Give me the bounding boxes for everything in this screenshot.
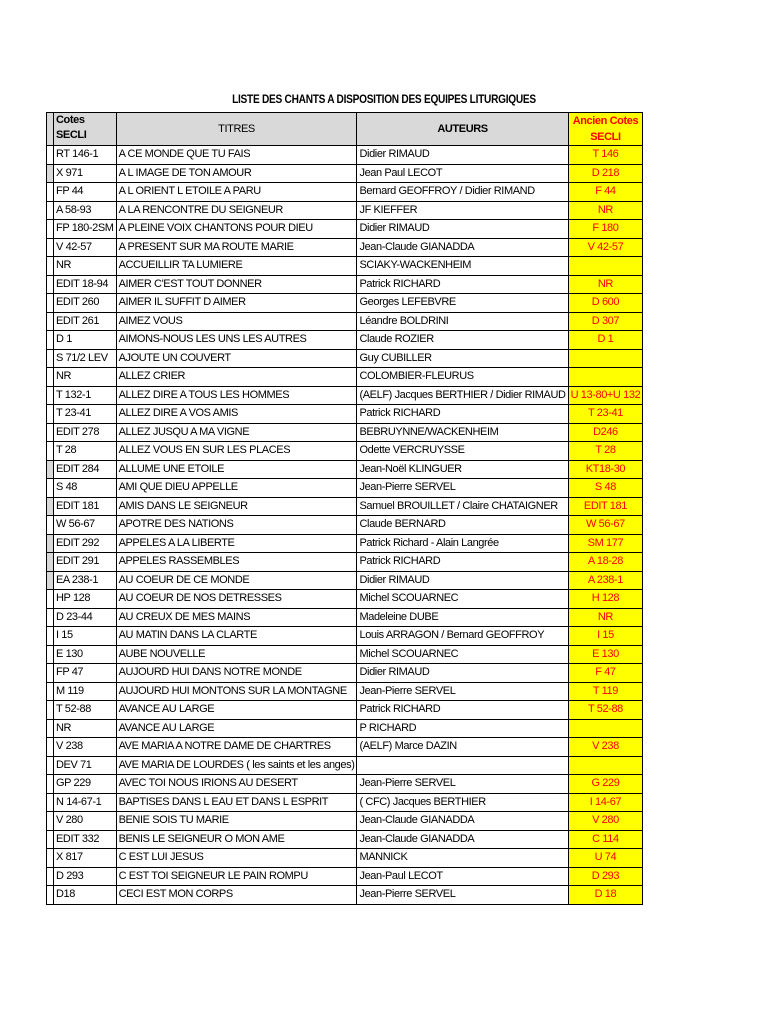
cell-auteur: Jean-Pierre SERVEL bbox=[357, 886, 568, 905]
row-marker bbox=[47, 553, 54, 572]
songs-table bbox=[46, 112, 643, 905]
header-titres: TITRES bbox=[116, 113, 357, 146]
cell-auteur: P RICHARD bbox=[357, 719, 568, 738]
cell-titre: BENIS LE SEIGNEUR O MON AME bbox=[116, 830, 357, 849]
cell-ancien-cote: T 23-41 bbox=[568, 405, 643, 424]
table-row bbox=[47, 756, 643, 775]
cell-ancien-cote: D 1 bbox=[568, 331, 643, 350]
cell-cote: FP 180-2SM bbox=[54, 220, 117, 239]
cell-ancien-cote: T 52-88 bbox=[568, 701, 643, 720]
cell-ancien-cote: D 293 bbox=[568, 867, 643, 886]
cell-titre: ACCUEILLIR TA LUMIERE bbox=[116, 257, 357, 276]
row-marker bbox=[47, 664, 54, 683]
row-marker-header bbox=[47, 113, 54, 146]
row-marker bbox=[47, 793, 54, 812]
cell-auteur: JF KIEFFER bbox=[357, 201, 568, 220]
cell-cote: DEV 71 bbox=[54, 756, 117, 775]
cell-cote: HP 128 bbox=[54, 590, 117, 609]
cell-titre: AVE MARIA DE LOURDES ( les saints et les anges) bbox=[116, 756, 357, 775]
cell-auteur: Jean Paul LECOT bbox=[357, 164, 568, 183]
table-row bbox=[47, 479, 643, 498]
row-marker bbox=[47, 534, 54, 553]
cell-cote: EDIT 292 bbox=[54, 534, 117, 553]
cell-titre: BENIE SOIS TU MARIE bbox=[116, 812, 357, 831]
cell-ancien-cote: F 44 bbox=[568, 183, 643, 202]
cell-titre: ALLEZ VOUS EN SUR LES PLACES bbox=[116, 442, 357, 461]
header-ancien-cotes bbox=[568, 113, 643, 146]
cell-cote: FP 47 bbox=[54, 664, 117, 683]
cell-auteur: Louis ARRAGON / Bernard GEOFFROY bbox=[357, 627, 568, 646]
cell-ancien-cote: E 130 bbox=[568, 645, 643, 664]
row-marker bbox=[47, 386, 54, 405]
cell-cote: T 132-1 bbox=[54, 386, 117, 405]
cell-cote: EDIT 181 bbox=[54, 497, 117, 516]
cell-titre: C EST LUI JESUS bbox=[116, 849, 357, 868]
cell-auteur bbox=[357, 756, 568, 775]
cell-cote: I 15 bbox=[54, 627, 117, 646]
cell-titre: APOTRE DES NATIONS bbox=[116, 516, 357, 535]
table-row bbox=[47, 164, 643, 183]
row-marker bbox=[47, 479, 54, 498]
cell-ancien-cote bbox=[568, 257, 643, 276]
cell-ancien-cote: H 128 bbox=[568, 590, 643, 609]
cell-titre: AU COEUR DE NOS DETRESSES bbox=[116, 590, 357, 609]
table-body bbox=[47, 146, 643, 905]
cell-ancien-cote: F 47 bbox=[568, 664, 643, 683]
table-row bbox=[47, 312, 643, 331]
cell-ancien-cote bbox=[568, 756, 643, 775]
cell-cote: FP 44 bbox=[54, 183, 117, 202]
cell-cote: EDIT 260 bbox=[54, 294, 117, 313]
table-row bbox=[47, 664, 643, 683]
cell-titre: APPELES RASSEMBLES bbox=[116, 553, 357, 572]
cell-ancien-cote: I 15 bbox=[568, 627, 643, 646]
row-marker bbox=[47, 571, 54, 590]
table-row bbox=[47, 368, 643, 387]
cell-ancien-cote: T 146 bbox=[568, 146, 643, 165]
table-row bbox=[47, 275, 643, 294]
cell-ancien-cote: D 600 bbox=[568, 294, 643, 313]
cell-ancien-cote: NR bbox=[568, 201, 643, 220]
cell-cote: EA 238-1 bbox=[54, 571, 117, 590]
cell-auteur: Madeleine DUBE bbox=[357, 608, 568, 627]
cell-cote: EDIT 261 bbox=[54, 312, 117, 331]
cell-ancien-cote: SM 177 bbox=[568, 534, 643, 553]
cell-cote: EDIT 284 bbox=[54, 460, 117, 479]
row-marker bbox=[47, 257, 54, 276]
row-marker bbox=[47, 701, 54, 720]
row-marker bbox=[47, 460, 54, 479]
table-row bbox=[47, 627, 643, 646]
cell-auteur: COLOMBIER-FLEURUS bbox=[357, 368, 568, 387]
table-row bbox=[47, 830, 643, 849]
cell-auteur: ( CFC) Jacques BERTHIER bbox=[357, 793, 568, 812]
table-row bbox=[47, 608, 643, 627]
cell-titre: C EST TOI SEIGNEUR LE PAIN ROMPU bbox=[116, 867, 357, 886]
cell-cote: W 56-67 bbox=[54, 516, 117, 535]
row-marker bbox=[47, 886, 54, 905]
cell-titre: APPELES A LA LIBERTE bbox=[116, 534, 357, 553]
cell-titre: AU COEUR DE CE MONDE bbox=[116, 571, 357, 590]
table-row bbox=[47, 701, 643, 720]
cell-ancien-cote: W 56-67 bbox=[568, 516, 643, 535]
cell-titre: A L IMAGE DE TON AMOUR bbox=[116, 164, 357, 183]
cell-titre: AIMER C'EST TOUT DONNER bbox=[116, 275, 357, 294]
row-marker bbox=[47, 812, 54, 831]
cell-auteur: Patrick RICHARD bbox=[357, 275, 568, 294]
cell-ancien-cote: V 42-57 bbox=[568, 238, 643, 257]
cell-ancien-cote: D 307 bbox=[568, 312, 643, 331]
cell-auteur: Jean-Noël KLINGUER bbox=[357, 460, 568, 479]
cell-auteur: MANNICK bbox=[357, 849, 568, 868]
cell-auteur: Jean-Claude GIANADDA bbox=[357, 812, 568, 831]
cell-cote: T 23-41 bbox=[54, 405, 117, 424]
cell-auteur: Michel SCOUARNEC bbox=[357, 590, 568, 609]
row-marker bbox=[47, 331, 54, 350]
cell-cote: D 293 bbox=[54, 867, 117, 886]
cell-titre: A PLEINE VOIX CHANTONS POUR DIEU bbox=[116, 220, 357, 239]
cell-titre: AUBE NOUVELLE bbox=[116, 645, 357, 664]
table-row bbox=[47, 460, 643, 479]
cell-ancien-cote: KT18-30 bbox=[568, 460, 643, 479]
table-row bbox=[47, 682, 643, 701]
table-row bbox=[47, 534, 643, 553]
row-marker bbox=[47, 867, 54, 886]
row-marker bbox=[47, 719, 54, 738]
table-row bbox=[47, 349, 643, 368]
table-row bbox=[47, 442, 643, 461]
row-marker bbox=[47, 682, 54, 701]
row-marker bbox=[47, 164, 54, 183]
cell-ancien-cote: EDIT 181 bbox=[568, 497, 643, 516]
table-row bbox=[47, 423, 643, 442]
table-row bbox=[47, 257, 643, 276]
cell-ancien-cote: NR bbox=[568, 608, 643, 627]
cell-cote: RT 146-1 bbox=[54, 146, 117, 165]
table-row bbox=[47, 497, 643, 516]
row-marker bbox=[47, 645, 54, 664]
row-marker bbox=[47, 849, 54, 868]
cell-titre: AIMEZ VOUS bbox=[116, 312, 357, 331]
cell-titre: AUJOURD HUI MONTONS SUR LA MONTAGNE bbox=[116, 682, 357, 701]
table-row bbox=[47, 183, 643, 202]
row-marker bbox=[47, 830, 54, 849]
cell-titre: AJOUTE UN COUVERT bbox=[116, 349, 357, 368]
table-row bbox=[47, 331, 643, 350]
cell-titre: ALLEZ DIRE A TOUS LES HOMMES bbox=[116, 386, 357, 405]
cell-cote: A 58-93 bbox=[54, 201, 117, 220]
cell-cote: NR bbox=[54, 257, 117, 276]
row-marker bbox=[47, 201, 54, 220]
row-marker bbox=[47, 756, 54, 775]
table-row bbox=[47, 738, 643, 757]
cell-ancien-cote: D 18 bbox=[568, 886, 643, 905]
cell-titre: A CE MONDE QUE TU FAIS bbox=[116, 146, 357, 165]
row-marker bbox=[47, 238, 54, 257]
cell-ancien-cote bbox=[568, 349, 643, 368]
cell-ancien-cote: U 13-80+U 132 bbox=[568, 386, 643, 405]
cell-auteur: Didier RIMAUD bbox=[357, 146, 568, 165]
row-marker bbox=[47, 608, 54, 627]
cell-cote: NR bbox=[54, 719, 117, 738]
cell-titre: AVANCE AU LARGE bbox=[116, 719, 357, 738]
cell-ancien-cote: D246 bbox=[568, 423, 643, 442]
cell-ancien-cote: G 229 bbox=[568, 775, 643, 794]
cell-ancien-cote: V 280 bbox=[568, 812, 643, 831]
cell-auteur: Jean-Paul LECOT bbox=[357, 867, 568, 886]
cell-titre: A LA RENCONTRE DU SEIGNEUR bbox=[116, 201, 357, 220]
cell-cote: EDIT 332 bbox=[54, 830, 117, 849]
cell-auteur: Patrick Richard - Alain Langrée bbox=[357, 534, 568, 553]
row-marker bbox=[47, 775, 54, 794]
cell-titre: ALLUME UNE ETOILE bbox=[116, 460, 357, 479]
cell-cote: V 280 bbox=[54, 812, 117, 831]
row-marker bbox=[47, 294, 54, 313]
table-row bbox=[47, 238, 643, 257]
cell-ancien-cote: I 14-67 bbox=[568, 793, 643, 812]
cell-auteur: Odette VERCRUYSSE bbox=[357, 442, 568, 461]
table-row bbox=[47, 867, 643, 886]
cell-cote: NR bbox=[54, 368, 117, 387]
row-marker bbox=[47, 627, 54, 646]
row-marker bbox=[47, 220, 54, 239]
table-header-row bbox=[47, 113, 643, 146]
cell-cote: V 42-57 bbox=[54, 238, 117, 257]
cell-cote: D 1 bbox=[54, 331, 117, 350]
cell-titre: AVE MARIA A NOTRE DAME DE CHARTRES bbox=[116, 738, 357, 757]
cell-auteur: Patrick RICHARD bbox=[357, 701, 568, 720]
cell-ancien-cote: U 74 bbox=[568, 849, 643, 868]
cell-cote: D18 bbox=[54, 886, 117, 905]
row-marker bbox=[47, 590, 54, 609]
cell-ancien-cote: S 48 bbox=[568, 479, 643, 498]
cell-auteur: SCIAKY-WACKENHEIM bbox=[357, 257, 568, 276]
row-marker bbox=[47, 275, 54, 294]
cell-auteur: Didier RIMAUD bbox=[357, 664, 568, 683]
row-marker bbox=[47, 738, 54, 757]
cell-auteur: Patrick RICHARD bbox=[357, 405, 568, 424]
cell-cote: T 28 bbox=[54, 442, 117, 461]
cell-cote: X 971 bbox=[54, 164, 117, 183]
cell-titre: ALLEZ JUSQU A MA VIGNE bbox=[116, 423, 357, 442]
cell-cote: EDIT 18-94 bbox=[54, 275, 117, 294]
cell-auteur: Jean-Pierre SERVEL bbox=[357, 775, 568, 794]
cell-titre: CECI EST MON CORPS bbox=[116, 886, 357, 905]
cell-cote: X 817 bbox=[54, 849, 117, 868]
cell-titre: A L ORIENT L ETOILE A PARU bbox=[116, 183, 357, 202]
table-row bbox=[47, 201, 643, 220]
row-marker bbox=[47, 405, 54, 424]
table-row bbox=[47, 793, 643, 812]
cell-cote: EDIT 291 bbox=[54, 553, 117, 572]
cell-ancien-cote: A 238-1 bbox=[568, 571, 643, 590]
cell-auteur: Jean-Pierre SERVEL bbox=[357, 682, 568, 701]
cell-auteur: Jean-Claude GIANADDA bbox=[357, 830, 568, 849]
row-marker bbox=[47, 368, 54, 387]
row-marker bbox=[47, 146, 54, 165]
cell-auteur: BEBRUYNNE/WACKENHEIM bbox=[357, 423, 568, 442]
cell-titre: AIMER IL SUFFIT D AIMER bbox=[116, 294, 357, 313]
cell-auteur: Bernard GEOFFROY / Didier RIMAND bbox=[357, 183, 568, 202]
cell-ancien-cote: F 180 bbox=[568, 220, 643, 239]
row-marker bbox=[47, 442, 54, 461]
cell-auteur: Georges LEFEBVRE bbox=[357, 294, 568, 313]
table-row bbox=[47, 886, 643, 905]
cell-cote: T 52-88 bbox=[54, 701, 117, 720]
cell-ancien-cote bbox=[568, 719, 643, 738]
cell-titre: BAPTISES DANS L EAU ET DANS L ESPRIT bbox=[116, 793, 357, 812]
cell-auteur: Guy CUBILLER bbox=[357, 349, 568, 368]
document-title: LISTE DES CHANTS A DISPOSITION DES EQUIPES LITURGIQUES bbox=[232, 94, 536, 106]
cell-ancien-cote bbox=[568, 368, 643, 387]
cell-titre: AMIS DANS LE SEIGNEUR bbox=[116, 497, 357, 516]
header-cotes bbox=[54, 113, 117, 146]
cell-cote: S 71/2 LEV bbox=[54, 349, 117, 368]
table-row bbox=[47, 405, 643, 424]
table-row bbox=[47, 571, 643, 590]
row-marker bbox=[47, 497, 54, 516]
table-row bbox=[47, 516, 643, 535]
cell-auteur: (AELF) Marce DAZIN bbox=[357, 738, 568, 757]
table-row bbox=[47, 553, 643, 572]
table-row bbox=[47, 849, 643, 868]
cell-auteur: Samuel BROUILLET / Claire CHATAIGNER bbox=[357, 497, 568, 516]
cell-titre: AMI QUE DIEU APPELLE bbox=[116, 479, 357, 498]
cell-titre: AVEC TOI NOUS IRIONS AU DESERT bbox=[116, 775, 357, 794]
cell-auteur: (AELF) Jacques BERTHIER / Didier RIMAUD bbox=[357, 386, 568, 405]
cell-titre: A PRESENT SUR MA ROUTE MARIE bbox=[116, 238, 357, 257]
cell-cote: E 130 bbox=[54, 645, 117, 664]
cell-ancien-cote: T 119 bbox=[568, 682, 643, 701]
row-marker bbox=[47, 516, 54, 535]
cell-auteur: Jean-Claude GIANADDA bbox=[357, 238, 568, 257]
table-row bbox=[47, 812, 643, 831]
cell-titre: ALLEZ DIRE A VOS AMIS bbox=[116, 405, 357, 424]
cell-titre: AU MATIN DANS LA CLARTE bbox=[116, 627, 357, 646]
cell-ancien-cote: T 28 bbox=[568, 442, 643, 461]
table-row bbox=[47, 590, 643, 609]
table-row bbox=[47, 645, 643, 664]
row-marker bbox=[47, 312, 54, 331]
cell-cote: D 23-44 bbox=[54, 608, 117, 627]
cell-ancien-cote: NR bbox=[568, 275, 643, 294]
header-auteurs: AUTEURS bbox=[357, 113, 568, 146]
cell-cote: N 14-67-1 bbox=[54, 793, 117, 812]
table-row bbox=[47, 220, 643, 239]
table-row bbox=[47, 775, 643, 794]
cell-titre: AU CREUX DE MES MAINS bbox=[116, 608, 357, 627]
cell-cote: M 119 bbox=[54, 682, 117, 701]
row-marker bbox=[47, 183, 54, 202]
row-marker bbox=[47, 349, 54, 368]
cell-ancien-cote: A 18-28 bbox=[568, 553, 643, 572]
cell-cote: V 238 bbox=[54, 738, 117, 757]
cell-cote: S 48 bbox=[54, 479, 117, 498]
cell-titre: AUJOURD HUI DANS NOTRE MONDE bbox=[116, 664, 357, 683]
cell-auteur: Patrick RICHARD bbox=[357, 553, 568, 572]
header-ancien-label: Ancien Cotes SECLI bbox=[572, 115, 639, 143]
table-row bbox=[47, 719, 643, 738]
cell-auteur: Claude BERNARD bbox=[357, 516, 568, 535]
cell-auteur: Léandre BOLDRINI bbox=[357, 312, 568, 331]
cell-auteur: Claude ROZIER bbox=[357, 331, 568, 350]
cell-cote: GP 229 bbox=[54, 775, 117, 794]
cell-ancien-cote: V 238 bbox=[568, 738, 643, 757]
cell-auteur: Michel SCOUARNEC bbox=[357, 645, 568, 664]
cell-auteur: Jean-Pierre SERVEL bbox=[357, 479, 568, 498]
cell-auteur: Didier RIMAUD bbox=[357, 220, 568, 239]
cell-titre: ALLEZ CRIER bbox=[116, 368, 357, 387]
cell-titre: AIMONS-NOUS LES UNS LES AUTRES bbox=[116, 331, 357, 350]
table-row bbox=[47, 386, 643, 405]
cell-titre: AVANCE AU LARGE bbox=[116, 701, 357, 720]
cell-ancien-cote: C 114 bbox=[568, 830, 643, 849]
cell-auteur: Didier RIMAUD bbox=[357, 571, 568, 590]
header-cotes-label: Cotes SECLI bbox=[56, 114, 87, 141]
cell-ancien-cote: D 218 bbox=[568, 164, 643, 183]
row-marker bbox=[47, 423, 54, 442]
table-row bbox=[47, 146, 643, 165]
cell-cote: EDIT 278 bbox=[54, 423, 117, 442]
table-row bbox=[47, 294, 643, 313]
